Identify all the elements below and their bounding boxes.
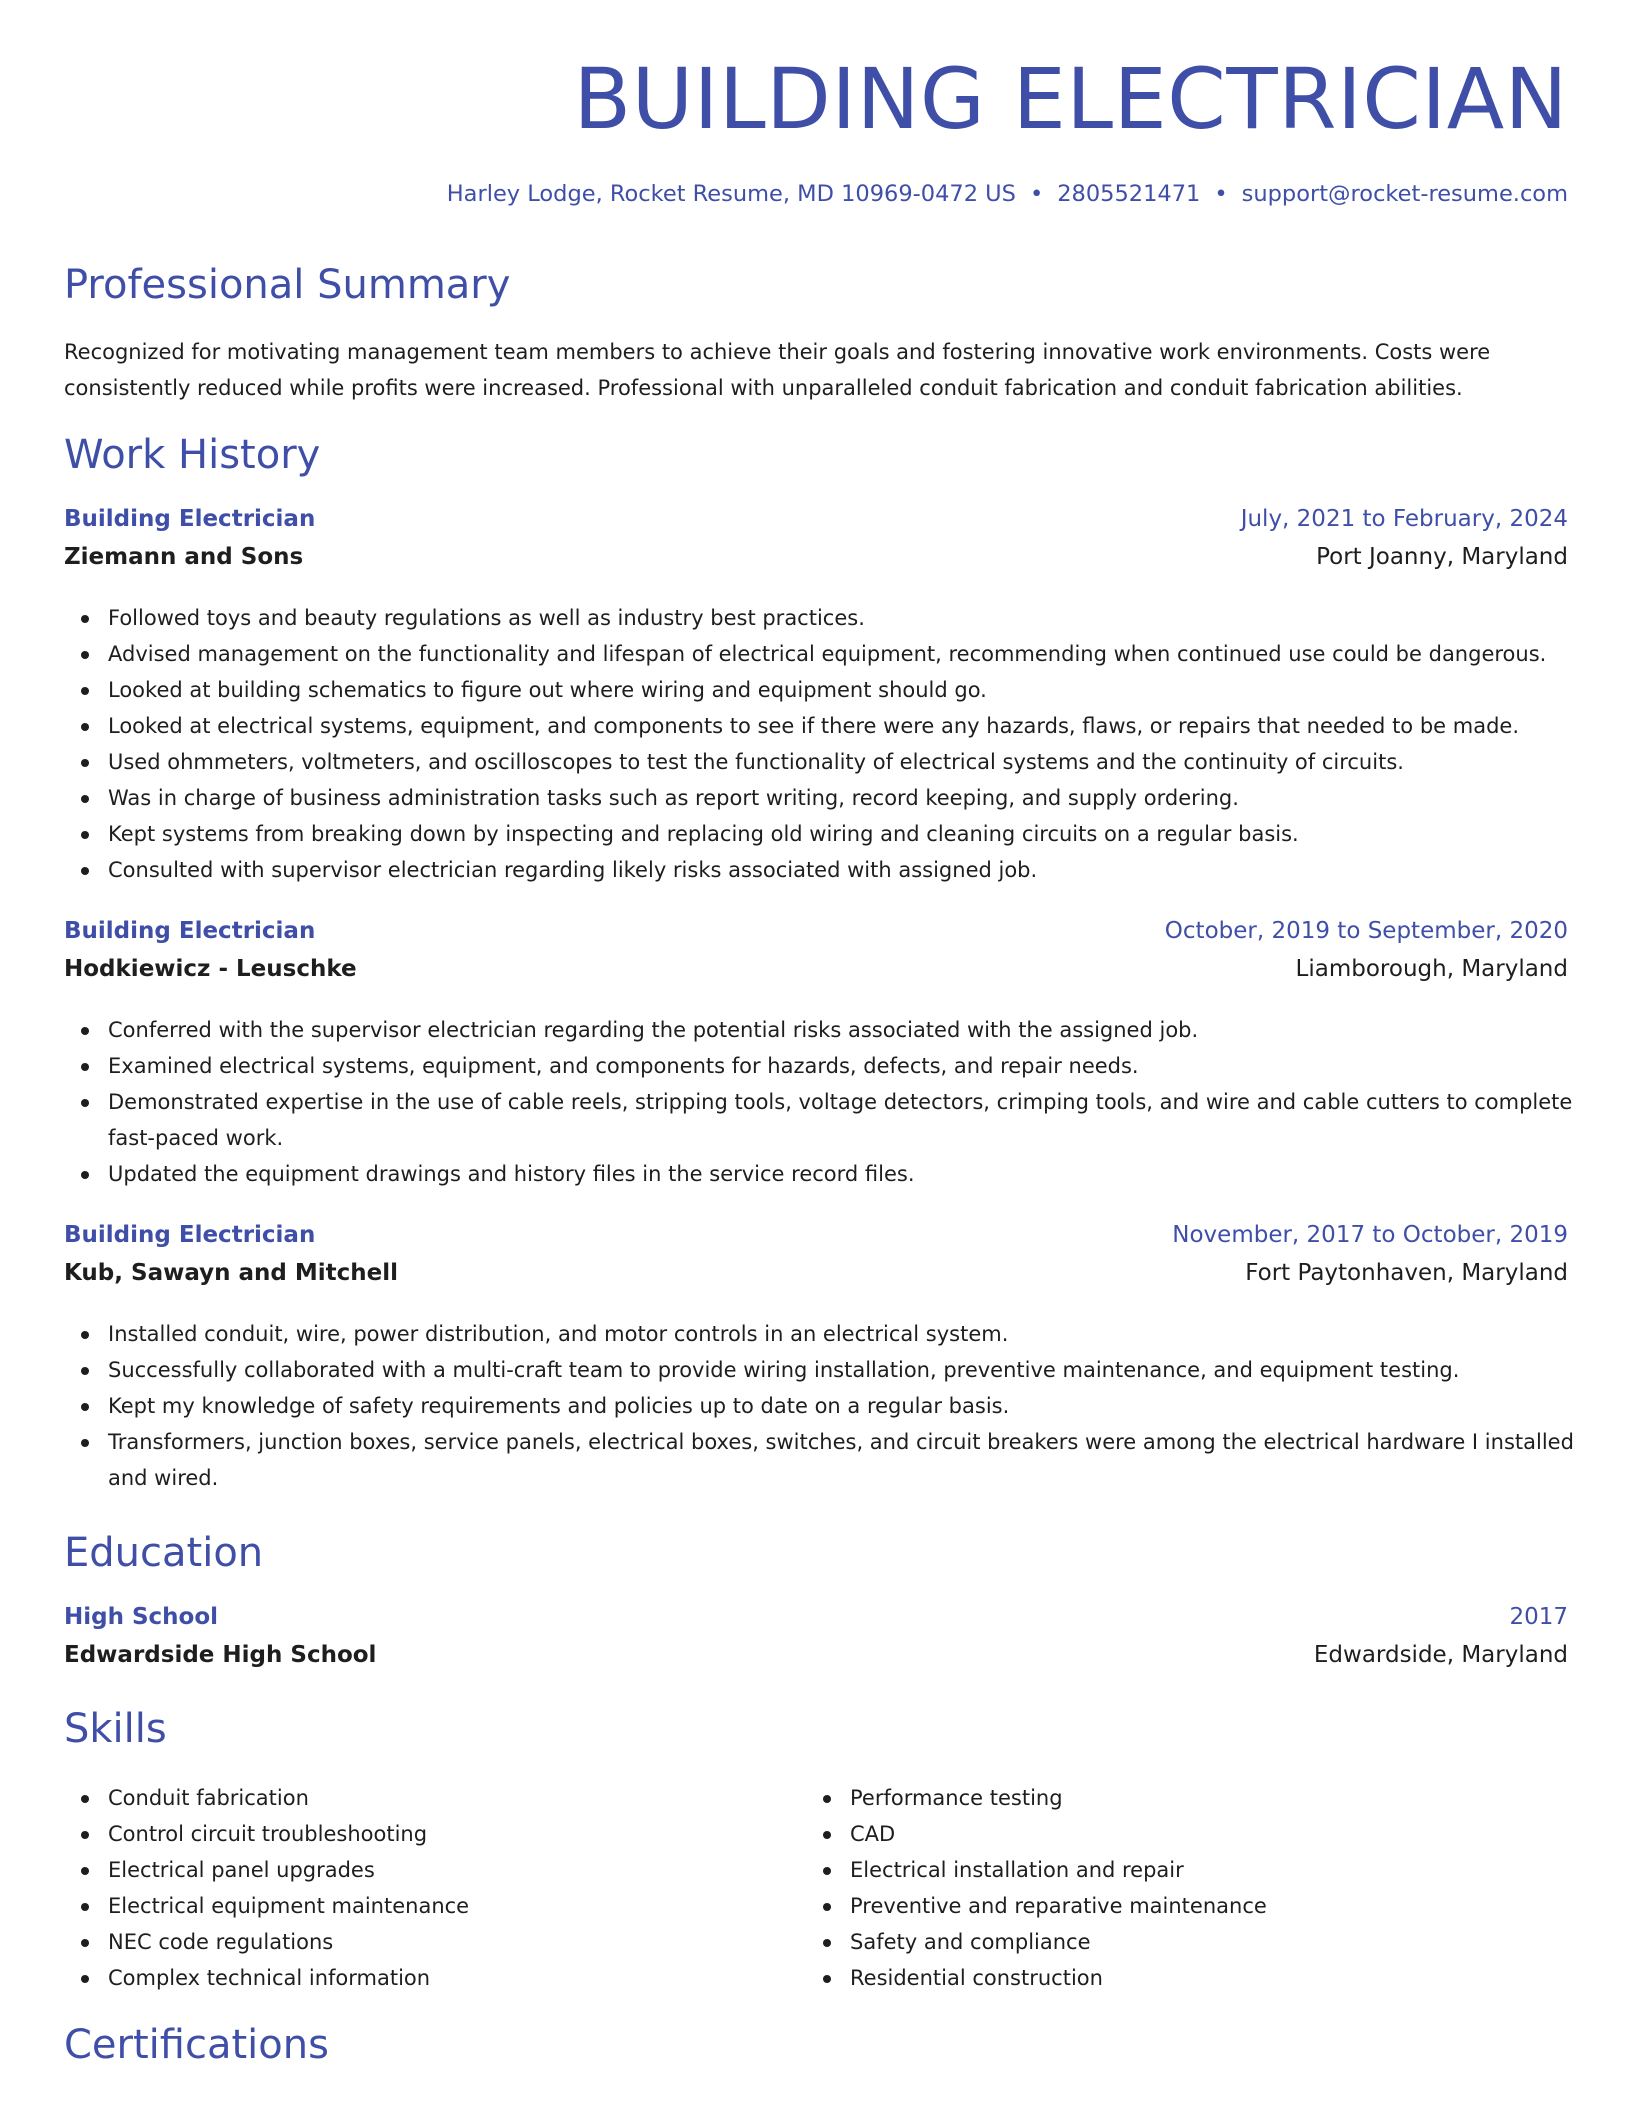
list-item: Advised management on the functionality and lifespan of electrical equipment, recommending when continued use could be dangerous.: [108, 636, 1612, 672]
summary-text: Recognized for motivating management team members to achieve their goals and fostering innovative work environments. Costs were consistently reduced while profits were increased. Professional with unparalleled conduit fabrication and conduit fabrication abilities.: [64, 340, 1491, 400]
contact-separator: •: [1214, 181, 1228, 207]
skill-item: Preventive and reparative maintenance: [850, 1888, 1550, 1924]
skill-item: Safety and compliance: [850, 1924, 1550, 1960]
list-item: Conferred with the supervisor electrician regarding the potential risks associated with the assigned job.: [108, 1012, 1612, 1048]
job-dates: July, 2021 to February, 2024: [1240, 506, 1568, 532]
education-school-row: [64, 1642, 1568, 1680]
list-item: Installed conduit, wire, power distribution, and motor controls in an electrical system.: [108, 1316, 1612, 1352]
list-item: Looked at building schematics to figure out where wiring and equipment should go.: [108, 672, 1612, 708]
job-duties-list: [64, 600, 1612, 888]
list-item: Used ohmmeters, voltmeters, and oscilloscopes to test the functionality of electrical systems and the continuity of circuits.: [108, 744, 1612, 780]
job-employer-row: [64, 956, 1568, 994]
job-role: Building Electrician: [64, 918, 316, 944]
list-item: Demonstrated expertise in the use of cable reels, stripping tools, voltage detectors, crimping tools, and wire and cable cutters to complete fast-paced work.: [108, 1084, 1612, 1156]
job-duties-list: [64, 1012, 1612, 1192]
section-title-certifications: Certifications: [64, 2022, 329, 2068]
education-year: 2017: [1509, 1604, 1568, 1630]
job-dates: October, 2019 to September, 2020: [1164, 918, 1568, 944]
job-header: [64, 506, 1568, 544]
education-school: Edwardside High School: [64, 1642, 377, 1668]
job-company: Hodkiewicz - Leuschke: [64, 956, 357, 982]
list-item: Kept systems from breaking down by inspecting and replacing old wiring and cleaning circuits on a regular basis.: [108, 816, 1612, 852]
contact-phone: 2805521471: [1057, 181, 1201, 207]
list-item: Kept my knowledge of safety requirements and policies up to date on a regular basis.: [108, 1388, 1612, 1424]
list-item: Followed toys and beauty regulations as well as industry best practices.: [108, 600, 1612, 636]
section-title-skills: Skills: [64, 1706, 167, 1752]
skills-list-right: [806, 1780, 1550, 1996]
skills-list-left: [64, 1780, 808, 1996]
skill-item: Performance testing: [850, 1780, 1550, 1816]
section-title-summary: Professional Summary: [64, 262, 511, 308]
skill-item: Electrical installation and repair: [850, 1852, 1550, 1888]
contact-separator: •: [1029, 181, 1044, 207]
list-item: Successfully collaborated with a multi-craft team to provide wiring installation, preventive maintenance, and equipment testing.: [108, 1352, 1612, 1388]
skill-item: Electrical panel upgrades: [108, 1852, 808, 1888]
education-degree: High School: [64, 1604, 219, 1630]
list-item: Updated the equipment drawings and history files in the service record files.: [108, 1156, 1612, 1192]
job-duties-list: [64, 1316, 1612, 1496]
skill-item: CAD: [850, 1816, 1550, 1852]
contact-line: [447, 181, 1568, 207]
list-item: Consulted with supervisor electrician regarding likely risks associated with assigned job.: [108, 852, 1612, 888]
job-header: [64, 918, 1568, 956]
job-company: Kub, Sawayn and Mitchell: [64, 1260, 399, 1286]
list-item: Was in charge of business administration tasks such as report writing, record keeping, and supply ordering.: [108, 780, 1612, 816]
job-location: Liamborough, Maryland: [1295, 956, 1568, 982]
contact-address: Harley Lodge, Rocket Resume, MD 10969-0472 US: [446, 181, 1016, 207]
education-header: [64, 1604, 1568, 1642]
job-location: Fort Paytonhaven, Maryland: [1245, 1260, 1568, 1286]
job-role: Building Electrician: [64, 1222, 316, 1248]
section-title-work-history: Work History: [64, 432, 321, 478]
contact-email[interactable]: support@rocket-resume.com: [1241, 181, 1568, 207]
skill-item: Residential construction: [850, 1960, 1550, 1996]
list-item: Looked at electrical systems, equipment, and components to see if there were any hazards, flaws, or repairs that needed to be made.: [108, 708, 1612, 744]
skill-item: NEC code regulations: [108, 1924, 808, 1960]
skill-item: Conduit fabrication: [108, 1780, 808, 1816]
job-header: [64, 1222, 1568, 1260]
job-role: Building Electrician: [64, 506, 316, 532]
job-location: Port Joanny, Maryland: [1316, 544, 1568, 570]
skill-item: Control circuit troubleshooting: [108, 1816, 808, 1852]
section-title-education: Education: [64, 1530, 264, 1576]
job-dates: November, 2017 to October, 2019: [1172, 1222, 1568, 1248]
skill-item: Complex technical information: [108, 1960, 808, 1996]
job-company: Ziemann and Sons: [64, 544, 304, 570]
list-item: Transformers, junction boxes, service panels, electrical boxes, switches, and circuit breakers were among the electrical hardware I installed and wired.: [108, 1424, 1612, 1496]
list-item: Examined electrical systems, equipment, and components for hazards, defects, and repair needs.: [108, 1048, 1612, 1084]
education-location: Edwardside, Maryland: [1313, 1642, 1568, 1668]
resume-name-title: BUILDING ELECTRICIAN: [573, 50, 1568, 148]
skill-item: Electrical equipment maintenance: [108, 1888, 808, 1924]
job-employer-row: [64, 544, 1568, 582]
job-employer-row: [64, 1260, 1568, 1298]
